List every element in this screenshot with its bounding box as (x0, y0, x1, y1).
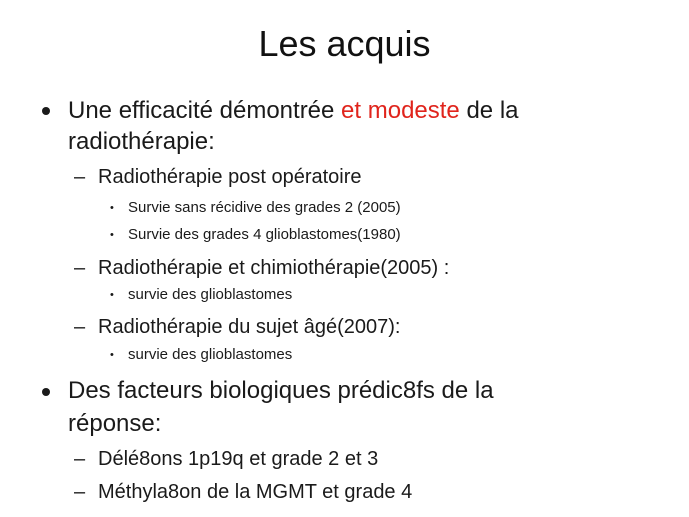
item2-sub-item: Méthyla8on de la MGMT et grade 4 (98, 481, 413, 503)
sub1-item: Survie des grades 4 glioblastomes(1980) (128, 226, 401, 243)
item2-sub-item: Délé8ons 1p19q et grade 2 et 3 (98, 448, 379, 470)
bullet-icon: • (110, 289, 114, 301)
dash-icon: – (74, 166, 86, 188)
slide-title: Les acquis (258, 23, 431, 64)
sub2-label: Radiothérapie et chimiothérapie(2005) : (98, 257, 450, 279)
item1-line1 (68, 96, 519, 126)
dash-icon: – (74, 481, 86, 503)
bullet-icon: • (110, 349, 114, 361)
item2-line1: Des facteurs biologiques prédic8fs de la (68, 377, 494, 404)
item1-text-a: Une efficacité démontrée (68, 97, 342, 124)
bullet-icon (42, 107, 50, 115)
item1-line2: radiothérapie: (68, 128, 215, 155)
sub1-item: Survie sans récidive des grades 2 (2005) (128, 199, 401, 216)
sub3-label: Radiothérapie du sujet âgé(2007): (98, 316, 401, 338)
dash-icon: – (74, 316, 86, 338)
item1-highlight: et modeste (341, 97, 460, 124)
dash-icon: – (74, 257, 86, 279)
sub3-item: survie des glioblastomes (128, 346, 293, 363)
item1-text-b: de la (459, 97, 519, 124)
sub2-item: survie des glioblastomes (128, 286, 293, 303)
item2-line2: réponse: (68, 410, 162, 437)
sub1-label: Radiothérapie post opératoire (98, 166, 362, 188)
bullet-icon: • (110, 202, 114, 214)
bullet-icon (42, 388, 50, 396)
dash-icon: – (74, 448, 86, 470)
bullet-icon: • (110, 229, 114, 241)
